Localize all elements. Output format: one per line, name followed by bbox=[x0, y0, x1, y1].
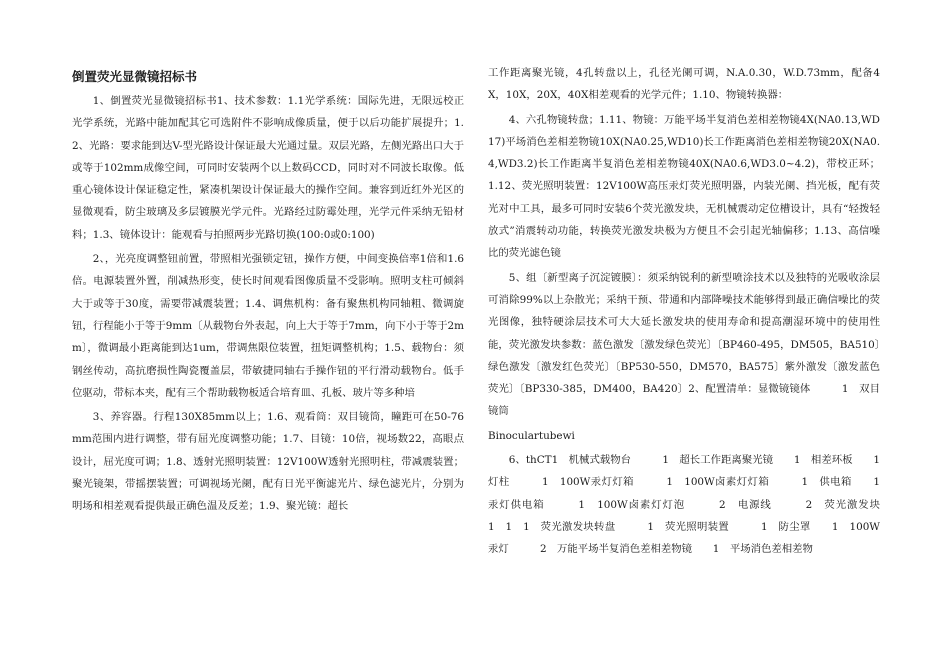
paragraph-6: 6、thCT1 机械式载物台 1 超长工作距离聚光镜 1 相差环板 1 灯柱 1 100W汞灯灯箱 1 100W卤素灯灯箱 1 供电箱 1 汞灯供电箱 1 100W卤素灯灯泡 2 电源线 2 荧光激发块 1 1 1 荧光激发块转盘 1 荧光照明装置 1 防尘罩 1 100W汞灯 2 万能平场半复消色差相差物镜 1 平场消色差相差物 bbox=[488, 454, 912, 556]
paragraph-4: 4、六孔物镜转盘；1.11、物镜：万能平场半复消色差相差物镜4X(NA0.13,WD17)平场消色差相差物镜10X(NA0.25,WD10)长工作距离消色差相差物镜20X(NA0.4,WD3.2)长工作距离半复消色差相差物镜40X(NA0.6,WD3.0~4.2)，带校正环；1.12、荧光照明装置：12V100W高压汞灯荧光照明器，内装光阑、挡光板，配有荧光对中工具，最多可同时安装6个荧光激发块，无机械震动定位槽设计，具有“轻拨轻放式”消震转动功能，转换荧光激发块极为方便且不会引起光轴偏移；1.13、高信噪比的荧光滤色镜 bbox=[488, 113, 880, 260]
paragraph-5: 5、组〔新型离子沉淀镀膜〕：须采纳锐利的新型喷涂技术以及独特的光吸收涂层可消除99%以上杂散光；采纳干预、带通和内部降噪技术能够得到最正确信噪比的荧光图像，独特硬涂层技术可大大延长激发块的使用寿命和提高潮湿环境中的使用性能，荧光激发块参数：蓝色激发〔激发绿色荧光〕〔BP460-495，DM505，BA510〕绿色激发〔激发红色荧光〕〔BP530-550，DM570，BA575〕紫外激发〔激发蓝色荧光〕〔BP330-385，DM400，BA420〕2、配置清单：显微镜镜体 1 双目镜筒 bbox=[488, 271, 880, 418]
paragraph-2: 2、，光亮度调整钮前置，带照相光强锁定钮，操作方便，中间变换倍率1倍和1.6倍。电源装置外置，削减热形变，使长时间观看图像质量不受影响。照明支柱可倾斜大于或等于30度，需要带减震装置；1.4、调焦机构：备有聚焦机构同轴粗、微调旋钮，行程能小于等于9mm〔从载物台外表起，向上大于等于7mm，向下小于等于2mm〕，微调最小距离能到达1um，带调焦限位装置，扭矩调整机构；1.5、载物台：须钢丝传动，高抗磨损性陶瓷覆盖层，带敏捷同轴右手操作钮的平行滑动载物台。低手位驱动，带标本夹，配有三个帮助载物板适合培育皿、孔板、玻片等多种培 bbox=[72, 253, 464, 399]
paragraph-5-continued: Binoculartubewi bbox=[488, 429, 575, 442]
left-column bbox=[72, 62, 464, 518]
paragraph-1: 1、倒置荧光显微镜招标书1、技术参数：1.1光学系统：国际先进，无限远校正光学系统，光路中能加配其它可选附件不影响成像质量，便于以后功能扩展提升；1.2、光路：要求能到达V-型光路设计保证最大光通过量。双层光路，左侧光路出口大于或等于102mm成像空间，可同时安装两个以上数码CCD，同时对不同波长取像。低重心镜体设计保证稳定性，紧凑机架设计保证最大的操作空间。兼容到近红外光区的显微观看，防尘玻璃及多层镀膜光学元件。光路经过防霉处理，光学元件采纳无铅材料；1.3、镜体设计：能观看与拍照两步光路切换(100:0或0:100) bbox=[72, 95, 464, 241]
paragraph-3: 3、养容器。行程130X85mm以上；1.6、观看筒：双目镜筒，瞳距可在50-76mm范围内进行调整，带有屈光度调整功能；1.7、目镜：10倍，视场数22，高眼点设计，屈光度可调；1.8、透射光照明装置：12V100W透射光照明柱，带减震装置；聚光镜架，带摇摆装置；可调视场光阑，配有日光平衡滤光片、绿色滤光片，分别为明场和相差观看提供最正确色温及反差；1.9、聚光镜：超长 bbox=[72, 411, 464, 513]
document-title: 倒置荧光显微镜招标书 bbox=[72, 69, 198, 84]
right-column bbox=[488, 62, 912, 561]
paragraph-3-continued: 工作距离聚光镜，4孔转盘以上，孔径光阑可调，N.A.0.30，W.D.73mm，配备4X，10X，20X，40X相差观看的光学元件；1.10、物镜转换器： bbox=[488, 67, 880, 102]
